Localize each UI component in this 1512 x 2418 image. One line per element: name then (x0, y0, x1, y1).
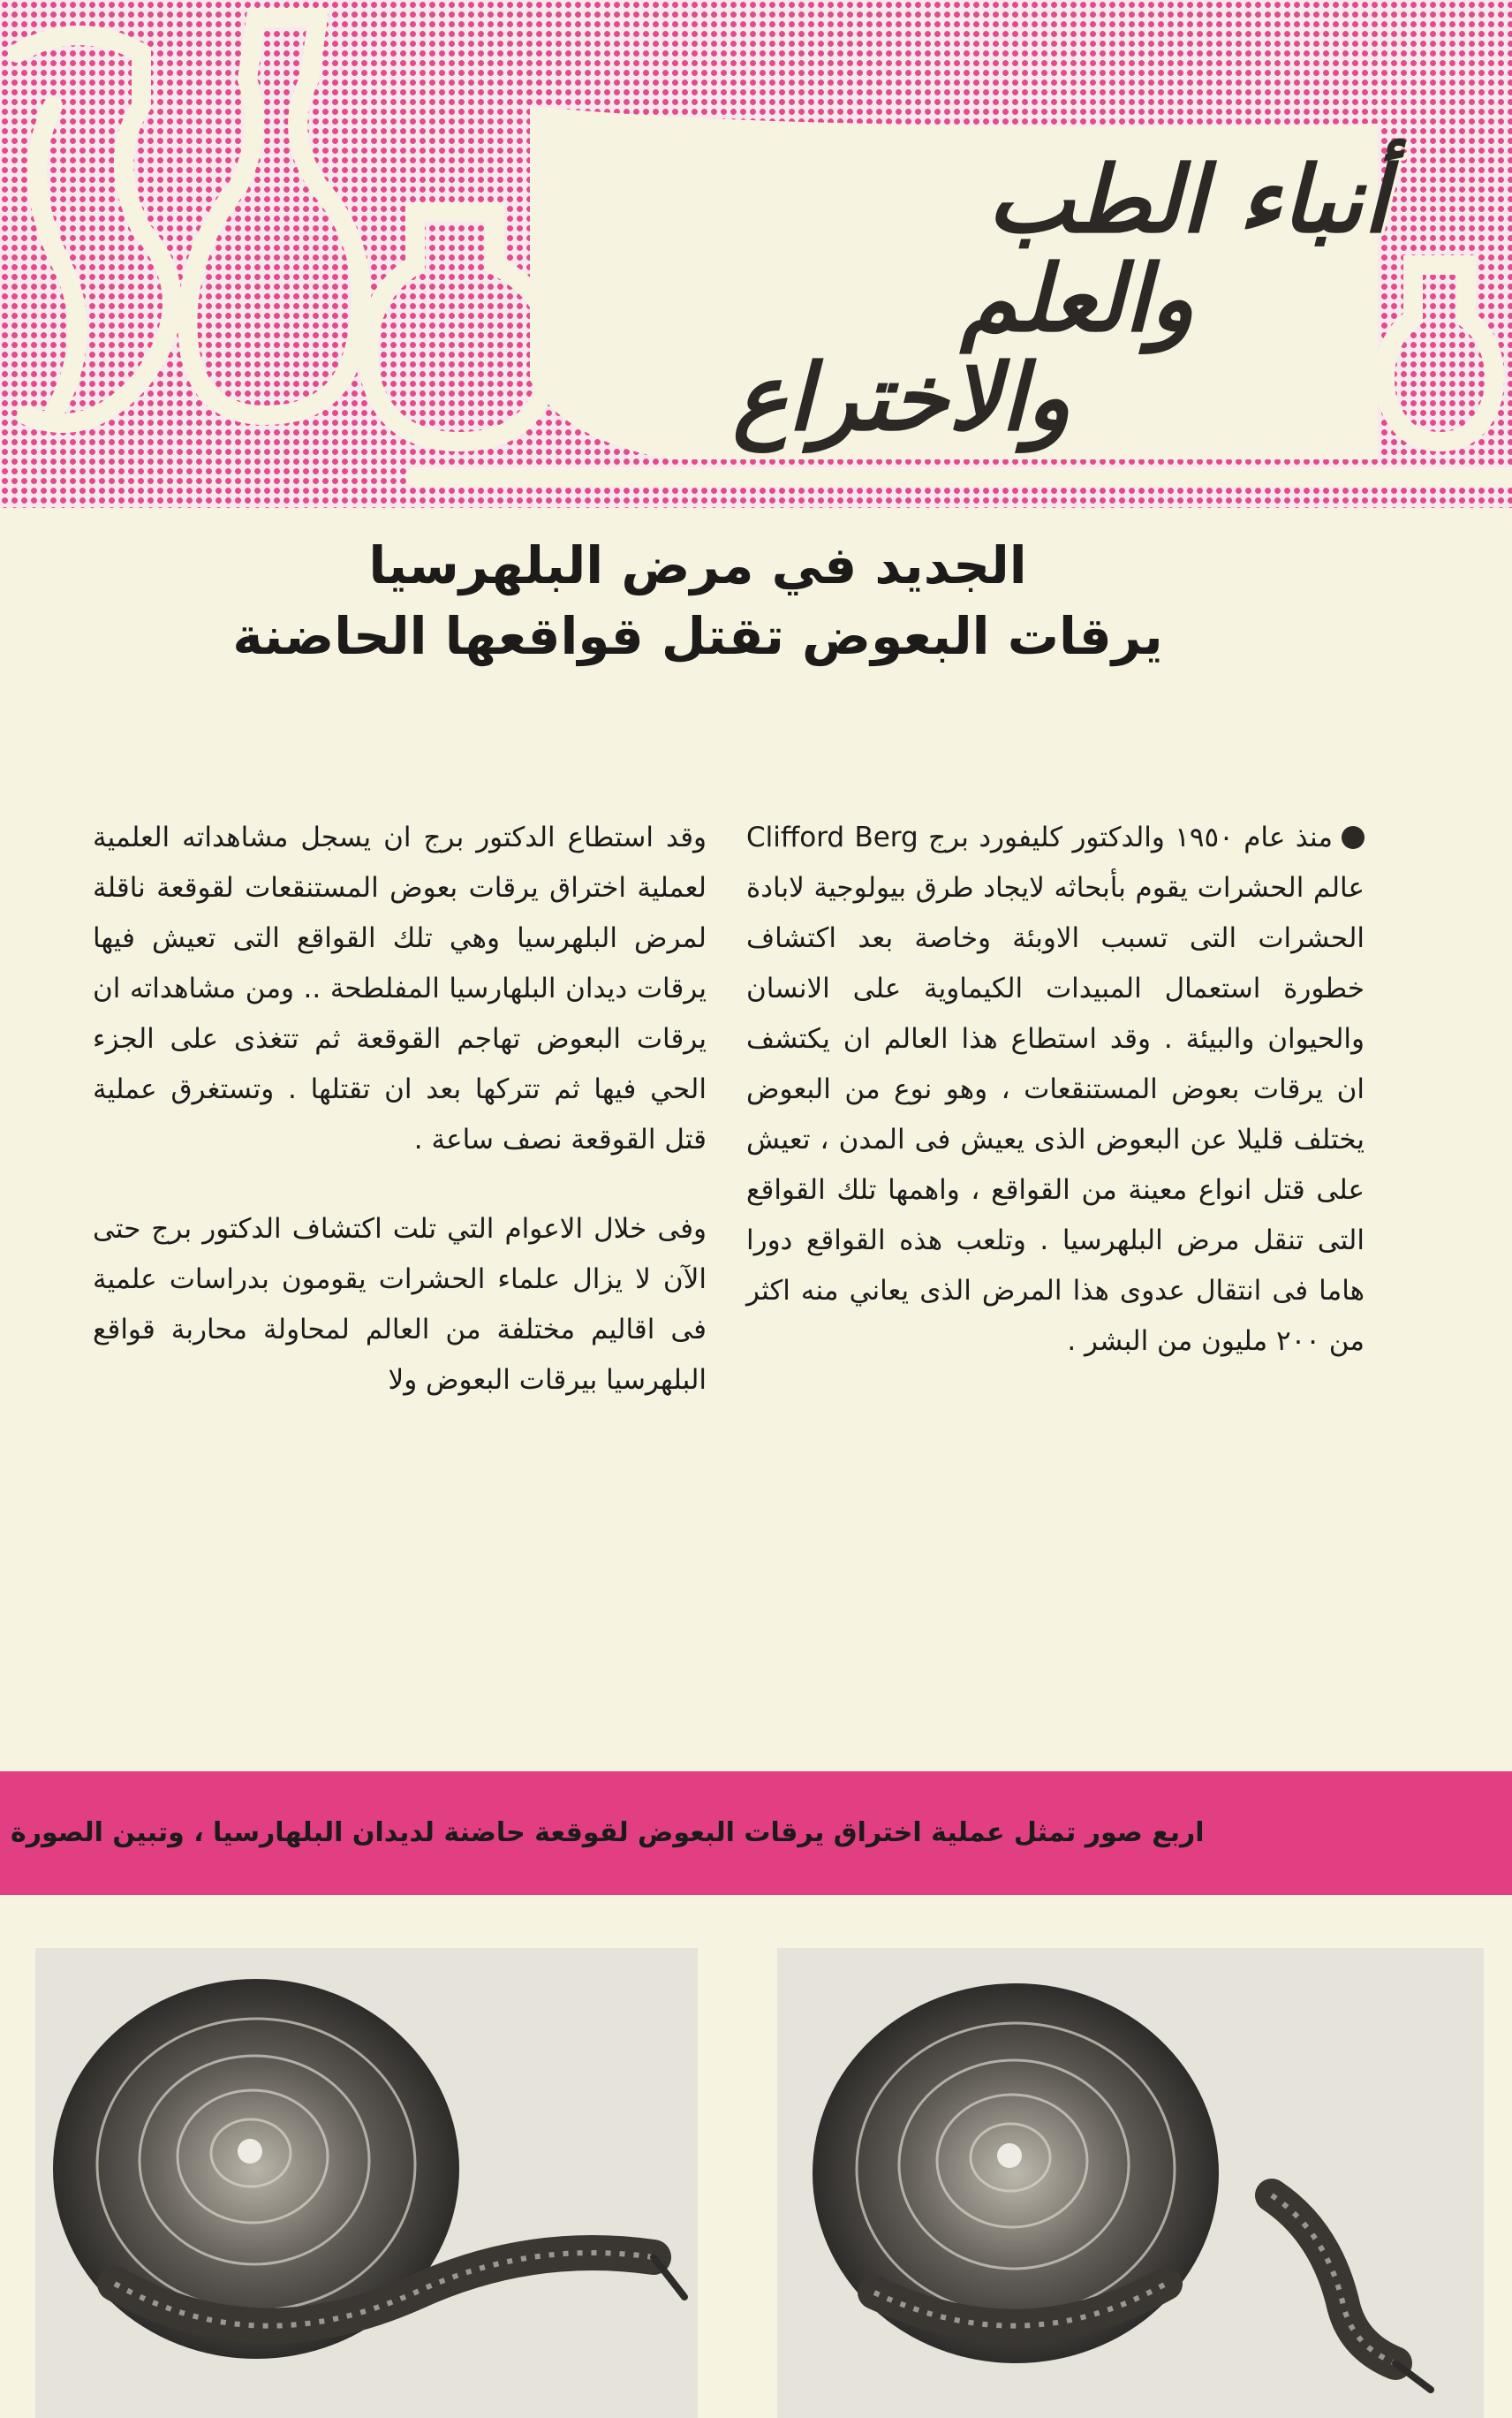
article-text-right: منذ عام ١٩٥٠ والدكتور كليفورد برج Clifford Berg عالم الحشرات يقوم بأبحاثه لايجاد طرق بيولوجية لابادة الحشرات التى تسبب الاوبئة وخاصة بعد اكتشاف خطورة استعمال المبيدات الكيماوية على الانسان والحيوان والبيئة . وقد استطاع هذا العالم ان يكتشف ان يرقات بعوض المستنقعات ، وهو نوع من البعوض يختلف قليلا عن البعوض الذى يعيش فى المدن ، تعيش على قتل انواع معينة من القواقع ، واهمها تلك القواقع التى تنقل مرض البلهرسيا . وتلعب هذه القواقع دورا هاما فى انتقال عدوى هذا المرض الذى يعاني منه اكثر من ٢٠٠ مليون من البشر . (746, 822, 1365, 1357)
snail-with-larva-image (35, 1948, 698, 2418)
article-column-left (93, 813, 707, 1444)
article-paragraph: وقد استطاع الدكتور برج ان يسجل مشاهداته العلمية لعملية اختراق يرقات بعوض المستنقعات لقوقعة ناقلة لمرض البلهرسيا وهي تلك القواقع التى تعيش فيها يرقات ديدان البلهارسيا المفلطحة .. ومن مشاهداته ان يرقات البعوض تهاجم القوقعة ثم تتغذى على الجزء الحي فيها ثم تتركها بعد ان تقتلها . وتستغرق عملية قتل القوقعة نصف ساعة . (93, 822, 707, 1156)
masthead-title (593, 145, 1388, 451)
article-paragraph: وفى خلال الاعوام التي تلت اكتشاف الدكتور برج حتى الآن لا يزال علماء الحشرات يقومون بدراسات علمية فى اقاليم مختلفة من العالم لمحاولة محاربة قواقع البلهرسيا بيرقات البعوض ولا (93, 1213, 707, 1396)
masthead-line-1: أنباء الطب (987, 145, 1388, 254)
masthead-line-2: والعلم (960, 244, 1194, 352)
article-column-right (746, 813, 1365, 1406)
photo-caption: اربع صور تمثل عملية اختراق يرقات البعوض لقوقعة حاضنة لديدان البلهارسيا ، وتبين الصورة (11, 1817, 1205, 1848)
snail-photo-right (777, 1948, 1484, 2418)
bullet-icon (1342, 826, 1365, 849)
snail-and-larva-image (777, 1948, 1484, 2418)
article-headline (177, 530, 1219, 671)
photo-caption-bar (0, 1771, 1512, 1895)
masthead-line-3: والاختراع (732, 343, 1070, 451)
article-paragraph (746, 813, 1365, 1367)
headline-line-2: يرقات البعوض تقتل قواقعها الحاضنة (232, 606, 1163, 666)
headline-line-1: الجديد في مرض البلهرسيا (368, 535, 1027, 595)
header-banner (0, 0, 1512, 508)
snail-photo-left (35, 1948, 698, 2418)
